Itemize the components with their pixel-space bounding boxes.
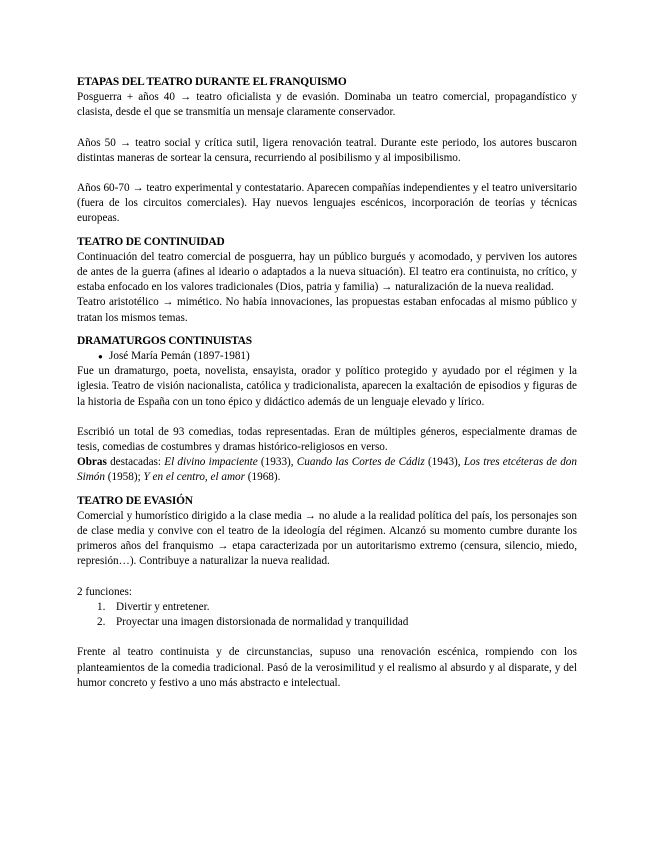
work-year: (1968).	[245, 471, 281, 484]
paragraph-aristotelico: Teatro aristotélico → mimético. No había innovaciones, las propuestas estaban enfocadas al mismo público y tratan los mismos temas.	[77, 296, 577, 324]
paragraph-peman-bio: Fue un dramaturgo, poeta, novelista, ensayista, orador y político protegido y ayudado por el régimen y la iglesia. Teatro de visión nacionalista, católica y tradicionalista, aparecen la exaltación de episodios y figuras de la historia de España con un tono épico y didáctico además de un lenguaje elevado y lírico.	[77, 365, 577, 408]
obras-label: Obras	[77, 456, 107, 469]
paragraph-peman-comedias: Escribió un total de 93 comedias, todas representadas. Eran de múltiples géneros, especialmente dramas de tesis, comedias de costumbres y dramas histórico-religiosos en verso.	[77, 425, 577, 454]
list-text: Divertir y entretener.	[116, 600, 210, 613]
section-heading-continuidad: TEATRO DE CONTINUIDAD	[77, 235, 225, 248]
paragraph-evasion: Comercial y humorístico dirigido a la clase media → no alude a la realidad política del país, los personajes son de clase media y convive con el teatro de la ideología del régimen. Alcanzó su momento cumbre durante los primeros años del franquismo → etapa caracterizada por un autoritarismo extremo (censura, silencio, miedo, represión…). Contribuye a naturalizar la nueva realidad.	[77, 509, 577, 568]
paragraph-renovacion: Frente al teatro continuista y de circunstancias, supuso una renovación escénica, rompiendo con los planteamientos de la comedia tradicional. Pasó de la verosimilitud y el realismo al absurdo y al disparate, y del humor concreto y festivo a uno más abstracto e intelectual.	[77, 646, 577, 689]
author-list	[77, 349, 577, 364]
work-year: (1958);	[104, 471, 144, 484]
work-title: Cuando las Cortes de Cádiz	[296, 456, 425, 469]
work-year: (1943),	[424, 456, 464, 469]
list-number: 2.	[97, 616, 106, 629]
list-item	[97, 615, 577, 630]
author-name: José María Pemán (1897-1981)	[109, 350, 250, 363]
funciones-list	[77, 600, 577, 630]
work-year: (1933),	[257, 456, 297, 469]
work-title: El divino impaciente	[164, 456, 258, 469]
obras-intro: destacadas:	[106, 456, 165, 469]
paragraph-anos-60-70: Años 60-70 → teatro experimental y contestatario. Aparecen compañías independientes y el teatro universitario (fuera de los circuitos comerciales). Hay nuevos lenguajes escénicos, incorporación de teorías y técnicas europeas.	[77, 182, 577, 225]
work-title: Y en el centro, el amor	[143, 471, 245, 484]
funciones-label: 2 funciones:	[77, 585, 132, 598]
list-item	[98, 349, 577, 364]
list-number: 1.	[97, 600, 106, 613]
bullet-icon: ●	[98, 352, 103, 362]
paragraph-anos-50: Años 50 → teatro social y crítica sutil, ligera renovación teatral. Durante este periodo, los autores buscaron distintas maneras de sortear la censura, recurriendo al posibilismo y al imposibilismo.	[77, 136, 577, 164]
section-heading-dramaturgos: DRAMATURGOS CONTINUISTAS	[77, 334, 252, 347]
list-text: Proyectar una imagen distorsionada de normalidad y tranquilidad	[116, 616, 409, 629]
paragraph-obras-destacadas	[77, 455, 577, 485]
section-heading-etapas: ETAPAS DEL TEATRO DURANTE EL FRANQUISMO	[77, 76, 347, 88]
section-heading-evasion: TEATRO DE EVASIÓN	[77, 494, 193, 507]
paragraph-continuidad: Continuación del teatro comercial de posguerra, hay un público burgués y acomodado, y perviven los autores de antes de la guerra (afines al ideario o adaptados a la nueva situación). El teatro era continuista, no crítico, y estaba enfocado en los valores tradicionales (Dios, patria y familia) → naturalización de la nueva realidad.	[77, 250, 577, 294]
paragraph-posguerra: Posguerra + años 40 → teatro oficialista y de evasión. Dominaba un teatro comercial, propagandístico y clasista, desde el que se transmitía un mensaje claramente conservador.	[77, 91, 577, 119]
document-page	[77, 75, 577, 691]
list-item	[97, 600, 577, 615]
work-title: Los tres etcéteras de don Simón	[77, 456, 577, 484]
